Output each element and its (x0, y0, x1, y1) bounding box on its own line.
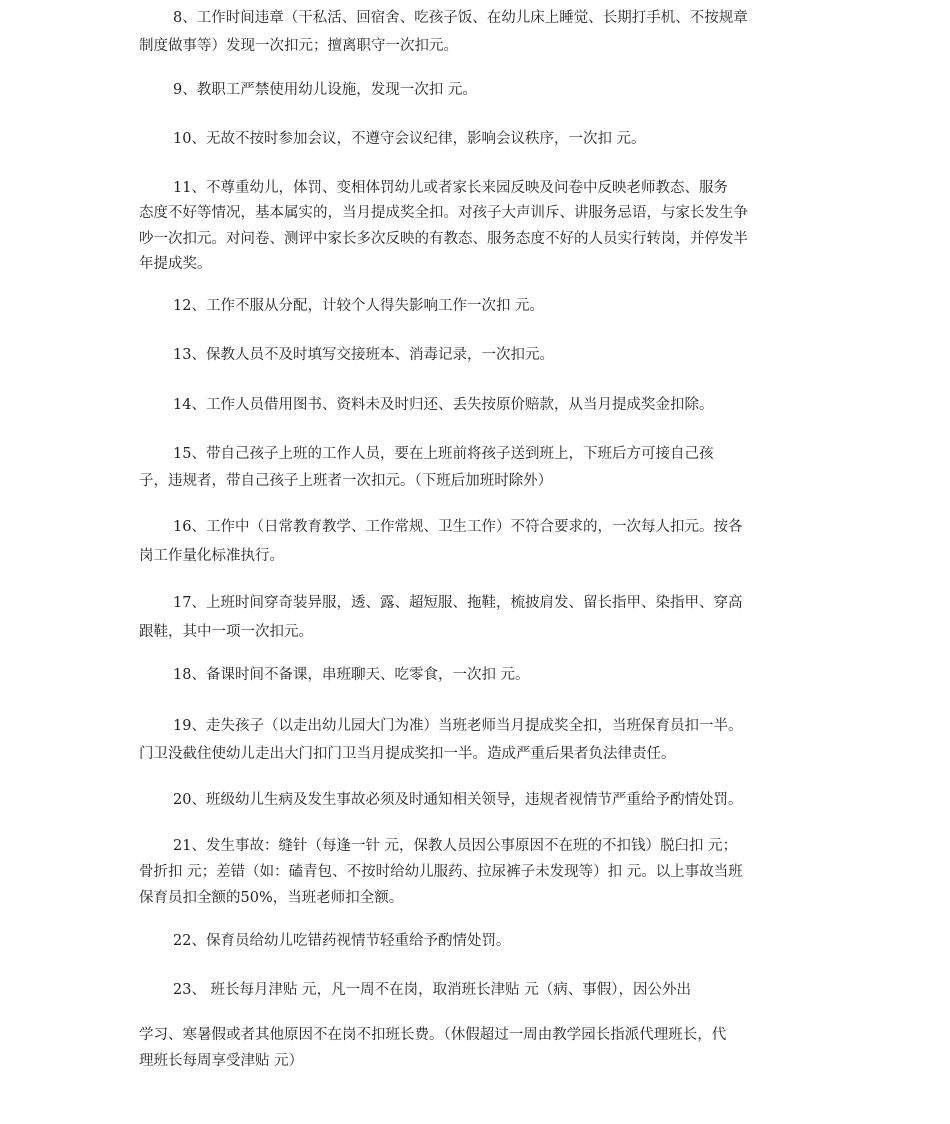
text-line: 21、发生事故：缝针（每逢一针 元，保教人员因公事原因不在班的不扣钱）脱臼扣 元； (173, 838, 738, 854)
text-line: 门卫没截住使幼儿走出大门扣门卫当月提成奖扣一半。造成严重后果者负法律责任。 (139, 746, 676, 762)
text-line: 14、工作人员借用图书、资料未及时归还、丢失按原价赔款，从当月提成奖金扣除。 (173, 397, 714, 413)
text-line: 20、班级幼儿生病及发生事故必须及时通知相关领导，违规者视情节严重给予酌情处罚。 (173, 792, 743, 808)
text-line: 16、工作中（日常教育教学、工作常规、卫生工作）不符合要求的，一次每人扣元。按各 (173, 519, 743, 535)
text-line: 22、保育员给幼儿吃错药视情节轻重给予酌情处罚。 (173, 933, 511, 949)
text-line: 12、工作不服从分配，计较个人得失影响工作一次扣 元。 (173, 298, 545, 314)
text-line: 13、保教人员不及时填写交接班本、消毒记录，一次扣元。 (173, 347, 554, 363)
text-line: 吵一次扣元。对问卷、测评中家长多次反映的有教态、服务态度不好的人员实行转岗，并停发半 (139, 231, 748, 247)
text-line: 态度不好等情况，基本属实的，当月提成奖全扣。对孩子大声训斥、讲服务忌语，与家长发生争 (139, 205, 748, 221)
text-line: 9、教职工严禁使用幼儿设施，发现一次扣 元。 (173, 82, 477, 98)
text-line: 17、上班时间穿奇装异服，透、露、超短服、拖鞋，梳披肩发、留长指甲、染指甲、穿高 (173, 595, 743, 611)
text-line: 年提成奖。 (139, 256, 212, 272)
text-line: 18、备课时间不备课，串班聊天、吃零食，一次扣 元。 (173, 667, 530, 683)
text-line: 子，违规者，带自己孩子上班者一次扣元。（下班后加班时除外） (139, 473, 553, 489)
text-line: 保育员扣全额的50%，当班老师扣全额。 (139, 890, 404, 906)
text-line: 理班长每周享受津贴 元） (139, 1053, 304, 1069)
text-line: 骨折扣 元；差错（如：磕青包、不按时给幼儿服药、拉尿裤子未发现等）扣 元。以上事故当班 (139, 864, 743, 880)
text-line: 10、无故不按时参加会议，不遵守会议纪律，影响会议秩序，一次扣 元。 (173, 131, 646, 147)
text-line: 19、走失孩子（以走出幼儿园大门为准）当班老师当月提成奖全扣，当班保育员扣一半。 (173, 718, 743, 734)
text-line: 岗工作量化标准执行。 (139, 548, 284, 564)
text-line: 制度做事等）发现一次扣元；擅离职守一次扣元。 (139, 38, 458, 54)
text-line: 23、 班长每月津贴 元，凡一周不在岗，取消班长津贴 元（病、事假），因公外出 (173, 982, 692, 998)
text-line: 11、不尊重幼儿，体罚、变相体罚幼儿或者家长来园反映及问卷中反映老师教态、服务 (173, 180, 728, 196)
text-line: 15、带自己孩子上班的工作人员，要在上班前将孩子送到班上，下班后方可接自己孩 (173, 446, 714, 462)
text-line: 8、工作时间违章（干私活、回宿舍、吃孩子饭、在幼儿床上睡觉、长期打手机、不按规章 (173, 10, 748, 26)
text-line: 跟鞋，其中一项一次扣元。 (139, 624, 313, 640)
text-line: 学习、寒暑假或者其他原因不在岗不扣班长费。（休假超过一周由教学园长指派代理班长，代 (139, 1027, 727, 1043)
